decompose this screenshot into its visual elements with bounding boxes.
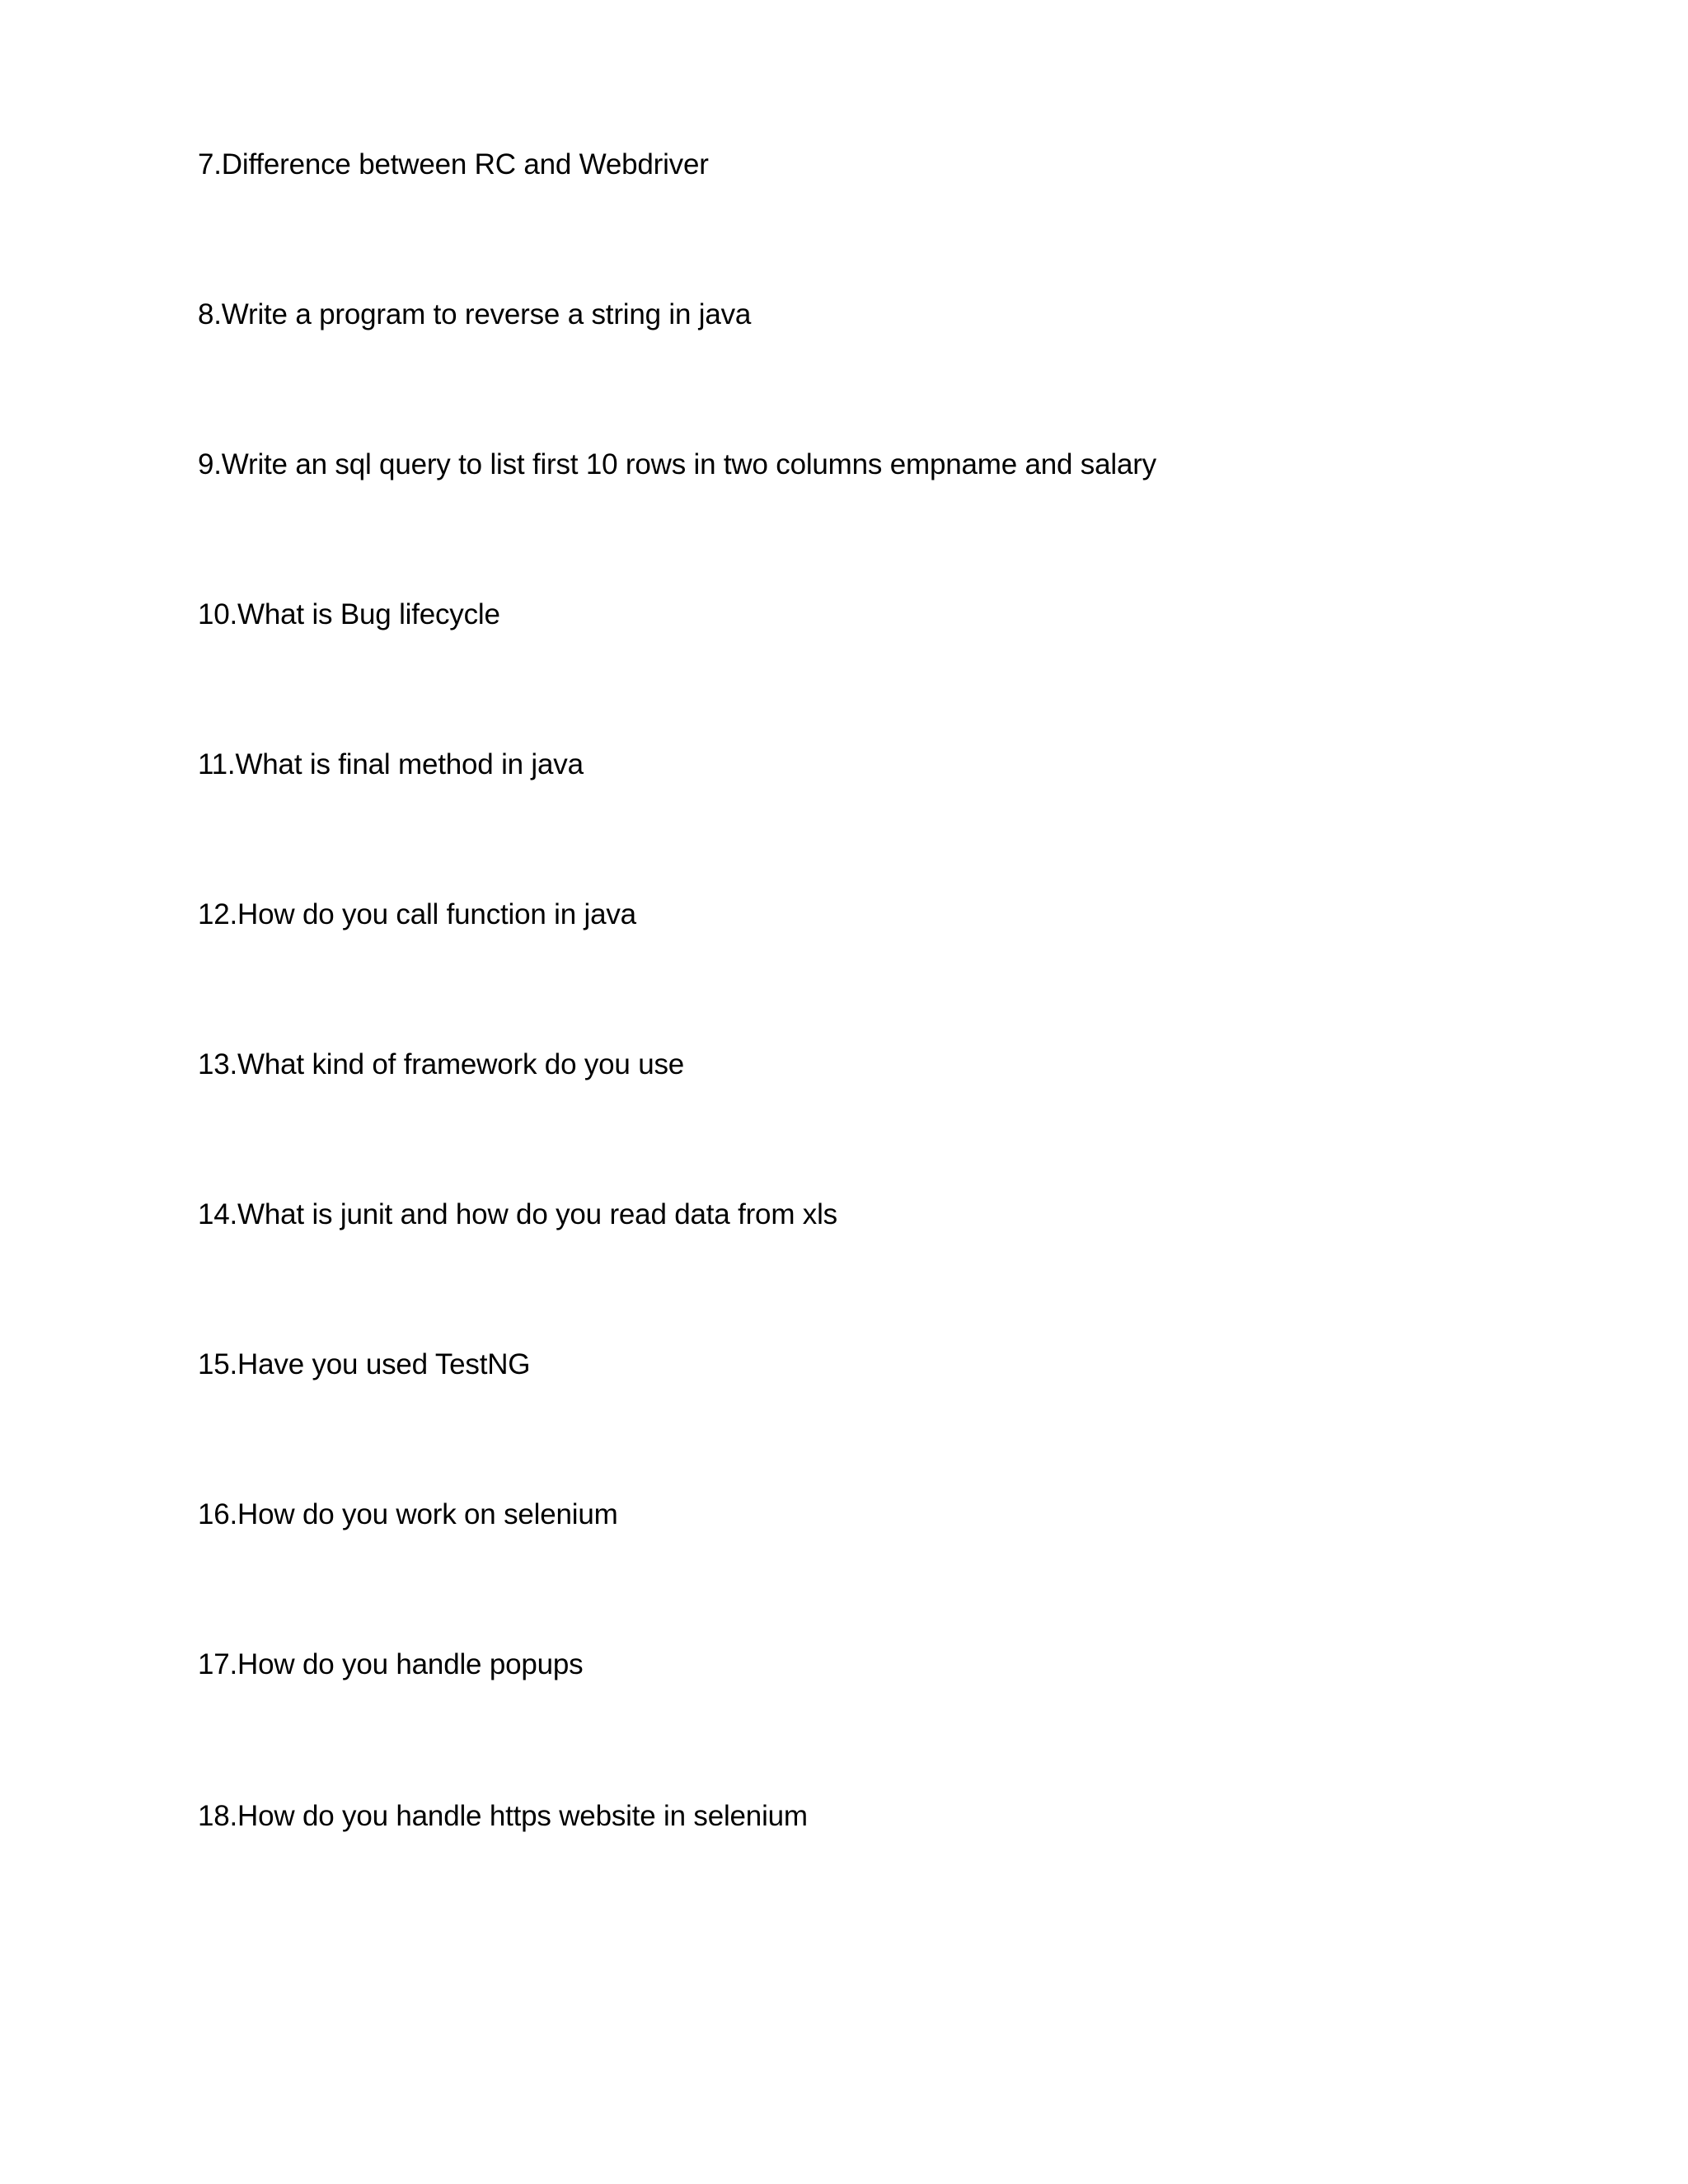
- question-16: 16.How do you work on selenium: [198, 1498, 618, 1530]
- question-7: 7.Difference between RC and Webdriver: [198, 148, 709, 180]
- question-18: 18.How do you handle https website in selenium: [198, 1800, 808, 1832]
- question-11: 11.What is final method in java: [198, 748, 584, 780]
- question-10: 10.What is Bug lifecycle: [198, 598, 500, 630]
- question-12: 12.How do you call function in java: [198, 898, 636, 930]
- question-8: 8.Write a program to reverse a string in java: [198, 298, 752, 330]
- question-9: 9.Write an sql query to list first 10 rows in two columns empname and salary: [198, 448, 1156, 480]
- question-17: 17.How do you handle popups: [198, 1648, 584, 1680]
- question-14: 14.What is junit and how do you read data from xls: [198, 1198, 837, 1230]
- question-15: 15.Have you used TestNG: [198, 1348, 531, 1380]
- question-13: 13.What kind of framework do you use: [198, 1048, 685, 1080]
